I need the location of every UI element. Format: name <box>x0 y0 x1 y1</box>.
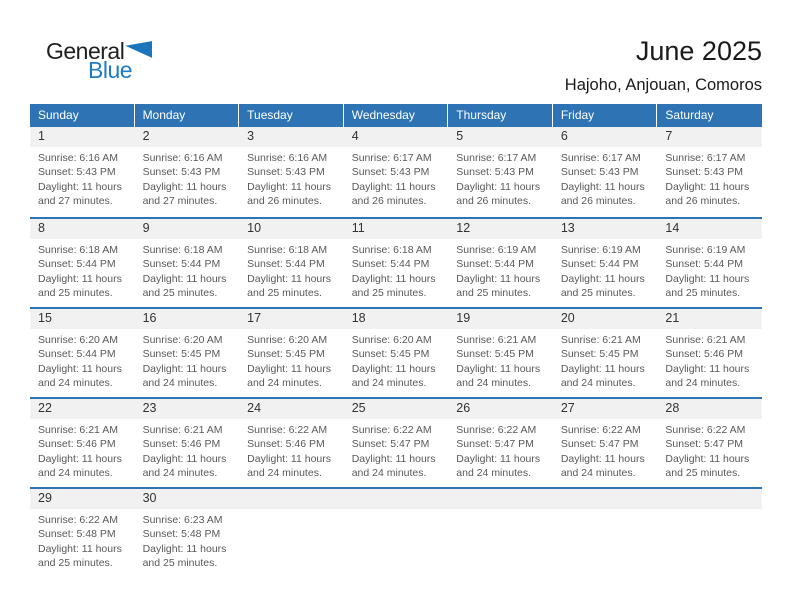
day-cell-15 <box>30 309 135 397</box>
sunset-line: Sunset: 5:44 PM <box>351 258 430 271</box>
sunset-line: Sunset: 5:43 PM <box>560 166 639 179</box>
empty-day-cell <box>448 489 553 577</box>
sunset-line: Sunset: 5:48 PM <box>142 528 221 541</box>
week-row-3 <box>30 307 762 397</box>
sunrise-line: Sunrise: 6:23 AM <box>142 514 223 526</box>
sunrise-line: Sunrise: 6:16 AM <box>38 152 118 164</box>
weekday-header-tuesday: Tuesday <box>239 104 344 127</box>
day-info <box>344 147 449 208</box>
day-cell-22 <box>30 399 135 487</box>
daylight-line-1: Daylight: 11 hours <box>247 272 331 285</box>
day-info <box>657 147 762 208</box>
daylight-line-2: and 24 minutes. <box>456 466 531 479</box>
daylight-line-2: and 24 minutes. <box>142 466 218 479</box>
day-info <box>344 239 449 300</box>
daylight-line-1: Daylight: 11 hours <box>665 272 750 285</box>
day-info <box>239 329 344 390</box>
day-number <box>239 489 344 509</box>
sunrise-line: Sunrise: 6:22 AM <box>560 424 641 436</box>
sunrise-line: Sunrise: 6:21 AM <box>142 424 223 436</box>
day-number: 3 <box>239 127 344 147</box>
day-info <box>448 419 553 480</box>
sunrise-line: Sunrise: 6:20 AM <box>142 334 223 346</box>
sunrise-line: Sunrise: 6:18 AM <box>351 244 432 256</box>
daylight-line-2: and 26 minutes. <box>456 194 531 207</box>
day-number: 29 <box>30 489 135 509</box>
daylight-line-1: Daylight: 11 hours <box>665 362 750 375</box>
sunset-line: Sunset: 5:44 PM <box>665 258 744 271</box>
sunset-line: Sunset: 5:47 PM <box>456 438 534 451</box>
sunrise-line: Sunrise: 6:17 AM <box>456 152 537 164</box>
sunset-line: Sunset: 5:44 PM <box>247 258 325 271</box>
day-number <box>448 489 553 509</box>
sunrise-line: Sunrise: 6:18 AM <box>142 244 223 256</box>
day-number <box>344 489 449 509</box>
day-info <box>30 147 135 208</box>
day-number: 10 <box>239 219 344 239</box>
day-info <box>657 239 762 300</box>
day-number: 17 <box>239 309 344 329</box>
day-info <box>30 419 135 480</box>
daylight-line-1: Daylight: 11 hours <box>351 180 436 193</box>
day-number: 16 <box>135 309 240 329</box>
sunrise-line: Sunrise: 6:16 AM <box>142 152 223 164</box>
day-info <box>553 419 658 480</box>
day-info <box>30 239 135 300</box>
day-number: 19 <box>448 309 553 329</box>
sunset-line: Sunset: 5:44 PM <box>142 258 221 271</box>
daylight-line-2: and 25 minutes. <box>38 286 113 299</box>
sunrise-line: Sunrise: 6:20 AM <box>247 334 328 346</box>
daylight-line-2: and 24 minutes. <box>560 376 636 389</box>
day-number: 9 <box>135 219 240 239</box>
sunset-line: Sunset: 5:43 PM <box>456 166 534 179</box>
sunset-line: Sunset: 5:46 PM <box>665 348 744 361</box>
day-info <box>344 329 449 390</box>
daylight-line-1: Daylight: 11 hours <box>560 362 645 375</box>
sunset-line: Sunset: 5:48 PM <box>38 528 116 541</box>
daylight-line-1: Daylight: 11 hours <box>351 452 436 465</box>
day-info <box>553 329 658 390</box>
empty-day-cell <box>553 489 658 577</box>
day-info <box>239 147 344 208</box>
daylight-line-2: and 25 minutes. <box>456 286 531 299</box>
sunrise-line: Sunrise: 6:22 AM <box>351 424 432 436</box>
empty-day-cell <box>657 489 762 577</box>
page-subtitle: Hajoho, Anjouan, Comoros <box>564 76 762 94</box>
day-number: 20 <box>553 309 658 329</box>
day-cell-4 <box>344 127 449 217</box>
daylight-line-2: and 26 minutes. <box>560 194 636 207</box>
daylight-line-1: Daylight: 11 hours <box>560 452 645 465</box>
day-cell-9 <box>135 219 240 307</box>
daylight-line-2: and 26 minutes. <box>351 194 427 207</box>
sunset-line: Sunset: 5:45 PM <box>142 348 221 361</box>
day-cell-10 <box>239 219 344 307</box>
daylight-line-1: Daylight: 11 hours <box>142 542 227 555</box>
day-number: 18 <box>344 309 449 329</box>
sunset-line: Sunset: 5:45 PM <box>560 348 639 361</box>
daylight-line-1: Daylight: 11 hours <box>351 362 436 375</box>
day-number: 21 <box>657 309 762 329</box>
sunrise-line: Sunrise: 6:21 AM <box>560 334 641 346</box>
daylight-line-1: Daylight: 11 hours <box>142 180 227 193</box>
daylight-line-1: Daylight: 11 hours <box>38 362 122 375</box>
sunrise-line: Sunrise: 6:22 AM <box>38 514 118 526</box>
weekday-header-thursday: Thursday <box>448 104 553 127</box>
day-number: 27 <box>553 399 658 419</box>
empty-day-cell <box>239 489 344 577</box>
empty-day-cell <box>344 489 449 577</box>
sunset-line: Sunset: 5:44 PM <box>38 348 116 361</box>
day-cell-21 <box>657 309 762 397</box>
sunset-line: Sunset: 5:45 PM <box>247 348 325 361</box>
daylight-line-2: and 25 minutes. <box>665 466 741 479</box>
daylight-line-1: Daylight: 11 hours <box>38 180 122 193</box>
weekday-header-monday: Monday <box>135 104 240 127</box>
day-cell-11 <box>344 219 449 307</box>
day-cell-19 <box>448 309 553 397</box>
sunset-line: Sunset: 5:47 PM <box>665 438 744 451</box>
sunset-line: Sunset: 5:47 PM <box>560 438 639 451</box>
weekday-header-wednesday: Wednesday <box>344 104 449 127</box>
daylight-line-1: Daylight: 11 hours <box>142 362 227 375</box>
day-info <box>30 509 135 570</box>
sunrise-line: Sunrise: 6:20 AM <box>351 334 432 346</box>
day-cell-8 <box>30 219 135 307</box>
day-info <box>135 147 240 208</box>
daylight-line-2: and 27 minutes. <box>142 194 218 207</box>
sunrise-line: Sunrise: 6:20 AM <box>38 334 118 346</box>
daylight-line-1: Daylight: 11 hours <box>456 452 541 465</box>
day-info <box>135 509 240 570</box>
day-cell-3 <box>239 127 344 217</box>
day-number <box>657 489 762 509</box>
daylight-line-1: Daylight: 11 hours <box>351 272 436 285</box>
day-cell-1 <box>30 127 135 217</box>
day-number: 26 <box>448 399 553 419</box>
day-info <box>344 419 449 480</box>
day-cell-12 <box>448 219 553 307</box>
day-number: 7 <box>657 127 762 147</box>
daylight-line-1: Daylight: 11 hours <box>247 452 331 465</box>
day-number: 8 <box>30 219 135 239</box>
sunrise-line: Sunrise: 6:17 AM <box>665 152 746 164</box>
logo <box>46 40 152 82</box>
day-number <box>553 489 658 509</box>
sunset-line: Sunset: 5:46 PM <box>38 438 116 451</box>
daylight-line-2: and 26 minutes. <box>247 194 322 207</box>
daylight-line-2: and 24 minutes. <box>665 376 741 389</box>
daylight-line-1: Daylight: 11 hours <box>38 272 122 285</box>
day-cell-23 <box>135 399 240 487</box>
sunset-line: Sunset: 5:44 PM <box>38 258 116 271</box>
sunset-line: Sunset: 5:43 PM <box>247 166 325 179</box>
day-number: 14 <box>657 219 762 239</box>
day-cell-29 <box>30 489 135 577</box>
weekday-header-sunday: Sunday <box>30 104 135 127</box>
day-cell-18 <box>344 309 449 397</box>
day-cell-28 <box>657 399 762 487</box>
sunrise-line: Sunrise: 6:22 AM <box>247 424 328 436</box>
day-number: 23 <box>135 399 240 419</box>
daylight-line-1: Daylight: 11 hours <box>142 272 227 285</box>
day-info <box>135 329 240 390</box>
daylight-line-2: and 24 minutes. <box>142 376 218 389</box>
day-cell-27 <box>553 399 658 487</box>
daylight-line-2: and 24 minutes. <box>351 376 427 389</box>
sunset-line: Sunset: 5:46 PM <box>247 438 325 451</box>
sunrise-line: Sunrise: 6:17 AM <box>351 152 432 164</box>
day-cell-16 <box>135 309 240 397</box>
sunrise-line: Sunrise: 6:22 AM <box>665 424 746 436</box>
daylight-line-2: and 25 minutes. <box>351 286 427 299</box>
week-row-4 <box>30 397 762 487</box>
day-info <box>657 419 762 480</box>
sunrise-line: Sunrise: 6:19 AM <box>560 244 641 256</box>
weekday-header-friday: Friday <box>553 104 658 127</box>
title-block <box>565 36 762 95</box>
sunrise-line: Sunrise: 6:21 AM <box>456 334 537 346</box>
daylight-line-2: and 24 minutes. <box>38 376 113 389</box>
day-cell-24 <box>239 399 344 487</box>
day-info <box>553 239 658 300</box>
sunset-line: Sunset: 5:43 PM <box>38 166 116 179</box>
day-number: 22 <box>30 399 135 419</box>
day-info <box>448 147 553 208</box>
sunset-line: Sunset: 5:45 PM <box>456 348 534 361</box>
daylight-line-1: Daylight: 11 hours <box>38 452 122 465</box>
weeks-container <box>30 127 762 577</box>
sunset-line: Sunset: 5:44 PM <box>456 258 534 271</box>
sunrise-line: Sunrise: 6:21 AM <box>665 334 746 346</box>
sunset-line: Sunset: 5:43 PM <box>351 166 430 179</box>
day-info <box>448 329 553 390</box>
sunset-line: Sunset: 5:45 PM <box>351 348 430 361</box>
week-row-2 <box>30 217 762 307</box>
sunset-line: Sunset: 5:44 PM <box>560 258 639 271</box>
daylight-line-2: and 25 minutes. <box>142 556 218 569</box>
day-number: 5 <box>448 127 553 147</box>
day-cell-5 <box>448 127 553 217</box>
logo-triangle-icon <box>125 41 152 58</box>
day-cell-25 <box>344 399 449 487</box>
page-title: June 2025 <box>635 36 762 66</box>
daylight-line-2: and 25 minutes. <box>665 286 741 299</box>
day-cell-20 <box>553 309 658 397</box>
day-number: 13 <box>553 219 658 239</box>
daylight-line-1: Daylight: 11 hours <box>560 272 645 285</box>
day-cell-7 <box>657 127 762 217</box>
day-number: 11 <box>344 219 449 239</box>
daylight-line-2: and 24 minutes. <box>247 466 322 479</box>
day-number: 1 <box>30 127 135 147</box>
daylight-line-1: Daylight: 11 hours <box>38 542 122 555</box>
daylight-line-2: and 27 minutes. <box>38 194 113 207</box>
day-number: 28 <box>657 399 762 419</box>
day-number: 25 <box>344 399 449 419</box>
day-info <box>448 239 553 300</box>
week-row-5 <box>30 487 762 577</box>
sunrise-line: Sunrise: 6:21 AM <box>38 424 118 436</box>
sunrise-line: Sunrise: 6:18 AM <box>38 244 118 256</box>
daylight-line-2: and 25 minutes. <box>560 286 636 299</box>
sunrise-line: Sunrise: 6:22 AM <box>456 424 537 436</box>
day-info <box>239 239 344 300</box>
day-cell-2 <box>135 127 240 217</box>
logo-text-blue: Blue <box>88 57 133 83</box>
day-cell-14 <box>657 219 762 307</box>
week-row-1 <box>30 127 762 217</box>
daylight-line-2: and 24 minutes. <box>560 466 636 479</box>
day-number: 2 <box>135 127 240 147</box>
day-cell-6 <box>553 127 658 217</box>
sunset-line: Sunset: 5:47 PM <box>351 438 430 451</box>
day-cell-30 <box>135 489 240 577</box>
sunrise-line: Sunrise: 6:18 AM <box>247 244 328 256</box>
daylight-line-2: and 25 minutes. <box>38 556 113 569</box>
sunset-line: Sunset: 5:46 PM <box>142 438 221 451</box>
daylight-line-1: Daylight: 11 hours <box>456 272 541 285</box>
day-number: 24 <box>239 399 344 419</box>
sunrise-line: Sunrise: 6:19 AM <box>665 244 746 256</box>
daylight-line-2: and 24 minutes. <box>247 376 322 389</box>
weekday-header-saturday: Saturday <box>665 108 714 122</box>
daylight-line-1: Daylight: 11 hours <box>247 362 331 375</box>
day-info <box>657 329 762 390</box>
daylight-line-2: and 24 minutes. <box>456 376 531 389</box>
sunrise-line: Sunrise: 6:17 AM <box>560 152 641 164</box>
day-number: 4 <box>344 127 449 147</box>
day-info <box>553 147 658 208</box>
sunset-line: Sunset: 5:43 PM <box>665 166 744 179</box>
day-number: 12 <box>448 219 553 239</box>
day-number: 6 <box>553 127 658 147</box>
sunrise-line: Sunrise: 6:19 AM <box>456 244 537 256</box>
day-info <box>30 329 135 390</box>
daylight-line-1: Daylight: 11 hours <box>247 180 331 193</box>
daylight-line-1: Daylight: 11 hours <box>456 362 541 375</box>
daylight-line-2: and 26 minutes. <box>665 194 741 207</box>
daylight-line-1: Daylight: 11 hours <box>665 452 750 465</box>
day-info <box>239 419 344 480</box>
daylight-line-1: Daylight: 11 hours <box>456 180 541 193</box>
logo-text-general: General <box>46 38 125 64</box>
calendar-table <box>30 104 762 577</box>
day-info <box>135 239 240 300</box>
sunset-line: Sunset: 5:43 PM <box>142 166 221 179</box>
daylight-line-2: and 24 minutes. <box>38 466 113 479</box>
day-number: 30 <box>135 489 240 509</box>
sunrise-line: Sunrise: 6:16 AM <box>247 152 328 164</box>
daylight-line-2: and 25 minutes. <box>247 286 322 299</box>
day-cell-26 <box>448 399 553 487</box>
day-cell-17 <box>239 309 344 397</box>
day-info <box>135 419 240 480</box>
daylight-line-1: Daylight: 11 hours <box>142 452 227 465</box>
day-number: 15 <box>30 309 135 329</box>
weekday-header-row <box>30 104 762 127</box>
daylight-line-2: and 25 minutes. <box>142 286 218 299</box>
daylight-line-1: Daylight: 11 hours <box>665 180 750 193</box>
day-cell-13 <box>553 219 658 307</box>
daylight-line-2: and 24 minutes. <box>351 466 427 479</box>
daylight-line-1: Daylight: 11 hours <box>560 180 645 193</box>
